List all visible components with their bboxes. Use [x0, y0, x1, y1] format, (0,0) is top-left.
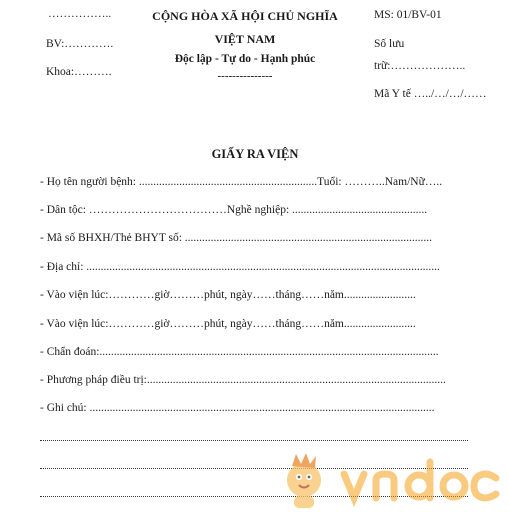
mascot-icon [287, 453, 321, 508]
motto-underline: --------------- [217, 70, 273, 82]
field-ethnicity-occupation: - Dân tộc: ………………………………Nghề nghiệp: ............................................... [40, 204, 428, 216]
field-admission-time-2: - Vào viện lúc:…………giờ………phút, ngày……tháng……năm......................... [40, 318, 416, 330]
form-code: MS: 01/BV-01 [374, 9, 442, 21]
field-patient-name: - Họ tên người bệnh: ..............................................................Tuổi: ………..Nam/Nữ….. [40, 176, 443, 188]
motto: Độc lập - Tự do - Hạnh phúc [174, 53, 316, 65]
field-insurance-number: - Mã số BHXH/Thẻ BHYT số: ...................................................................................... [40, 232, 433, 244]
vndoc-watermark-logo [282, 450, 510, 512]
field-admission-time: - Vào viện lúc:…………giờ………phút, ngày……tháng……năm......................... [40, 289, 416, 301]
header-left-dots: …………….. [48, 8, 112, 20]
country-title-line1: CỘNG HÒA XÃ HỘI CHỦ NGHĨA [152, 9, 338, 23]
bv-label: BV:…………. [46, 38, 114, 50]
country-title-line2: VIỆT NAM [214, 32, 276, 46]
notes-blank-line-1 [40, 440, 468, 441]
storage-number-value: trữ:……………….. [374, 60, 466, 72]
storage-number-label: Số lưu [374, 38, 405, 50]
khoa-label: Khoa:………. [46, 66, 112, 78]
field-diagnosis: - Chẩn đoán:...................................................................................................................... [40, 346, 439, 358]
field-notes: - Ghi chú: ........................................................................................................................ [40, 402, 435, 414]
field-address: - Địa chỉ: ........................................................................................................................... [40, 261, 440, 273]
document-title: GIẤY RA VIỆN [211, 147, 299, 161]
medical-code: Mã Y tế …../…/…/…… [374, 88, 487, 100]
field-treatment-method: - Phương pháp điều trị:........................................................................................................ [40, 374, 446, 386]
vndoc-wordmark [344, 462, 496, 498]
